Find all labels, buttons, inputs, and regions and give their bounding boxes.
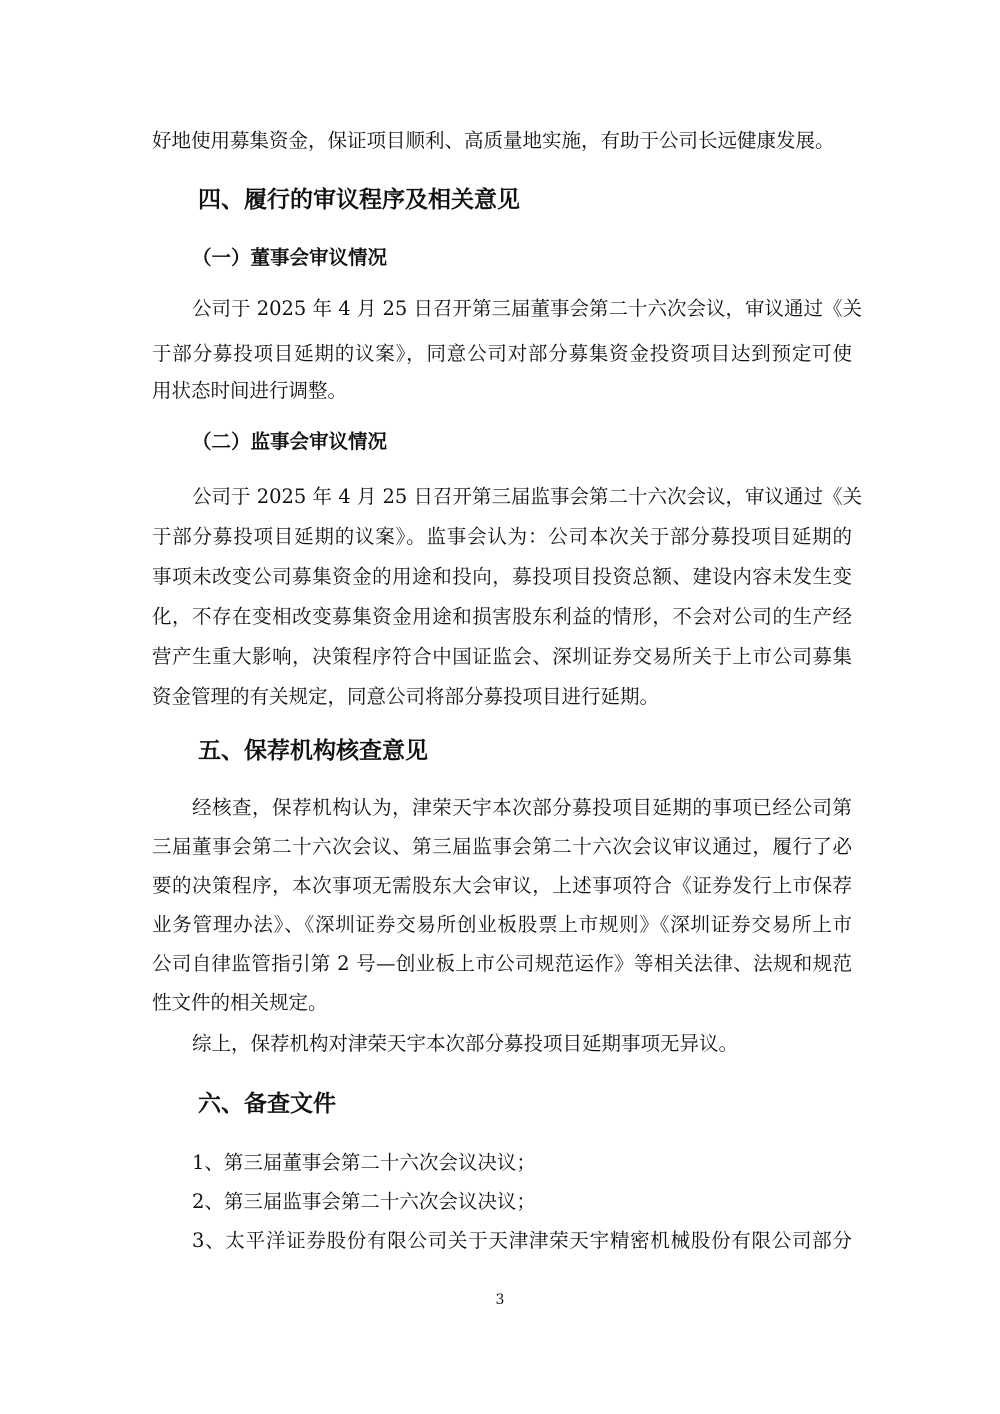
paragraph-line: 业务管理办法》、《深圳证券交易所创业板股票上市规则》《深圳证券交易所上市 — [152, 913, 852, 936]
paragraph-line: 化，不存在变相改变募集资金用途和损害股东利益的情形，不会对公司的生产经 — [152, 605, 852, 628]
paragraph-line: 综上，保荐机构对津荣天宇本次部分募投项目延期事项无异议。 — [192, 1032, 739, 1055]
reference-list-item: 1、第三届董事会第二十六次会议决议； — [192, 1151, 536, 1174]
reference-list-item: 2、第三届监事会第二十六次会议决议； — [192, 1190, 536, 1213]
paragraph-line: 要的决策程序，本次事项无需股东大会审议，上述事项符合《证券发行上市保荐 — [152, 874, 852, 897]
paragraph-line: 好地使用募集资金，保证项目顺利、高质量地实施，有助于公司长远健康发展。 — [152, 129, 835, 152]
section-heading-5: 五、保荐机构核查意见 — [198, 738, 428, 764]
paragraph-line: 资金管理的有关规定，同意公司将部分募投项目进行延期。 — [152, 685, 660, 708]
paragraph-line: 性文件的相关规定。 — [152, 991, 328, 1014]
subsection-heading-supervisory: （二）监事会审议情况 — [192, 430, 388, 453]
section-heading-6: 六、备查文件 — [198, 1091, 336, 1117]
paragraph-line: 事项未改变公司募集资金的用途和投向，募投项目投资总额、建设内容未发生变 — [152, 565, 852, 588]
paragraph-line: 于部分募投项目延期的议案》。监事会认为：公司本次关于部分募投项目延期的 — [152, 525, 852, 548]
paragraph-line: 公司于 2025 年 4 月 25 日召开第三届董事会第二十六次会议，审议通过《关 — [192, 297, 863, 320]
reference-list-item: 3、太平洋证券股份有限公司关于天津津荣天宇精密机械股份有限公司部分 — [192, 1229, 852, 1252]
subsection-heading-board: （一）董事会审议情况 — [192, 246, 388, 269]
paragraph-line: 用状态时间进行调整。 — [152, 379, 348, 402]
paragraph-line: 于部分募投项目延期的议案》，同意公司对部分募集资金投资项目达到预定可使 — [152, 342, 852, 365]
section-heading-4: 四、履行的审议程序及相关意见 — [198, 187, 520, 213]
paragraph-line: 三届董事会第二十六次会议、第三届监事会第二十六次会议审议通过，履行了必 — [152, 835, 852, 858]
paragraph-line: 公司于 2025 年 4 月 25 日召开第三届监事会第二十六次会议，审议通过《关 — [192, 485, 863, 508]
page-number: 3 — [495, 1292, 505, 1308]
paragraph-line: 营产生重大影响，决策程序符合中国证监会、深圳证券交易所关于上市公司募集 — [152, 645, 852, 668]
paragraph-line: 经核查，保荐机构认为，津荣天宇本次部分募投项目延期的事项已经公司第 — [192, 796, 852, 819]
paragraph-line: 公司自律监管指引第 2 号—创业板上市公司规范运作》等相关法律、法规和规范 — [152, 952, 852, 975]
